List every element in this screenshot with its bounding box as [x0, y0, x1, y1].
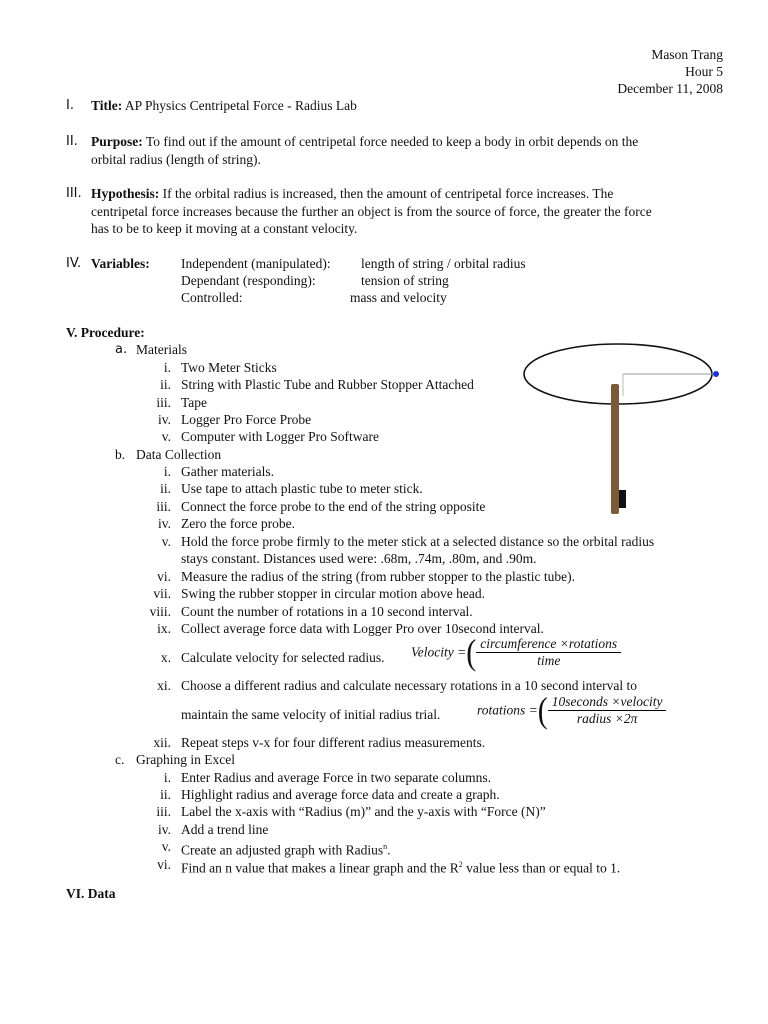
equation-label: rotations =: [477, 702, 538, 718]
list-number: xii.: [153, 735, 171, 750]
graph-step-text: Find an n value that makes a linear graph and the R: [181, 860, 459, 876]
list-number: v.: [161, 839, 171, 854]
list-number: iii.: [156, 395, 171, 410]
title-line: [91, 97, 357, 114]
step-item: Gather materials.: [181, 464, 274, 479]
material-item: String with Plastic Tube and Rubber Stopper Attached: [181, 377, 474, 392]
velocity-equation: [411, 632, 621, 672]
equation-label: Velocity =: [411, 644, 467, 660]
list-number: ii.: [160, 787, 171, 802]
rubber-stopper-icon: [713, 371, 719, 377]
list-number: v.: [161, 429, 171, 444]
list-number: iv.: [158, 412, 171, 427]
step-item: Hold the force probe firmly to the meter stick at a selected distance so the orbital radius: [181, 534, 655, 549]
step-item: Connect the force probe to the end of the string opposite: [181, 499, 486, 514]
step-item: Collect average force data with Logger Pro over 10second interval.: [181, 621, 544, 636]
purpose-line: [91, 133, 638, 150]
step-item: Repeat steps v-x for four different radius measurements.: [181, 735, 486, 750]
report-date: December 11, 2008: [617, 81, 723, 96]
list-number: iv.: [158, 822, 171, 837]
title-label: Title:: [91, 98, 123, 113]
meter-stick: [611, 384, 619, 514]
controlled-value: mass and velocity: [350, 290, 447, 305]
dependent-value: tension of string: [361, 273, 449, 288]
controlled-label: Controlled:: [181, 290, 243, 305]
fraction: [476, 636, 621, 669]
graph-step: [181, 856, 620, 877]
step-item-cont: stays constant. Distances used were: .68m, .74m, .80m, and .90m.: [181, 551, 537, 566]
list-number: x.: [160, 650, 171, 665]
subsection-letter: b.: [115, 447, 126, 462]
purpose-text-cont: orbital radius (length of string).: [91, 152, 261, 167]
data-heading: VI. Data: [66, 886, 116, 901]
denominator: time: [537, 653, 561, 668]
hypothesis-text: If the orbital radius is increased, then the amount of centripetal force increases. The: [162, 186, 614, 201]
class-hour: Hour 5: [685, 64, 723, 79]
list-number: i.: [163, 360, 171, 375]
material-item: Logger Pro Force Probe: [181, 412, 312, 427]
list-number: ii.: [160, 377, 171, 392]
rotations-equation: [477, 690, 666, 730]
step-item: Zero the force probe.: [181, 516, 295, 531]
step-item-cont: maintain the same velocity of initial radius trial.: [181, 707, 441, 722]
graph-step: Enter Radius and average Force in two separate columns.: [181, 770, 492, 785]
list-number: iii.: [156, 804, 171, 819]
apparatus-diagram: [518, 336, 723, 516]
step-item: Use tape to attach plastic tube to meter stick.: [181, 481, 423, 496]
graph-step-tail: .: [387, 842, 391, 858]
graph-step: Add a trend line: [181, 822, 269, 837]
graph-step: Highlight radius and average force data and create a graph.: [181, 787, 500, 802]
material-item: Two Meter Sticks: [181, 360, 277, 375]
section-number: III.: [66, 186, 82, 201]
hypothesis-text-cont: centripetal force increases because the further an object is from the source of force, the greater the force: [91, 204, 652, 219]
subsection-letter: c.: [115, 752, 125, 767]
list-number: vi.: [157, 569, 171, 584]
superscript: 2: [458, 860, 463, 869]
left-paren: (: [466, 632, 477, 672]
denominator: radius ×2π: [576, 711, 638, 726]
independent-label: Independent (manipulated):: [181, 256, 331, 271]
subsection-letter: a.: [115, 342, 128, 357]
graph-step-text: Create an adjusted graph with Radius: [181, 842, 384, 858]
variables-label: Variables:: [91, 256, 150, 271]
independent-value: length of string / orbital radius: [361, 256, 526, 271]
hypothesis-label: Hypothesis:: [91, 186, 160, 201]
section-number: I.: [66, 98, 74, 113]
fraction: [548, 694, 667, 727]
graph-step-tail: value less than or equal to 1.: [462, 860, 621, 876]
graphing-heading: Graphing in Excel: [136, 752, 235, 767]
material-item: Tape: [181, 395, 208, 410]
step-item: Choose a different radius and calculate necessary rotations in a 10 second interval to: [181, 678, 637, 693]
left-paren: (: [537, 690, 548, 730]
section-number: IV.: [66, 256, 82, 271]
numerator: 10seconds ×velocity: [548, 694, 667, 711]
dependent-label: Dependant (responding):: [181, 273, 316, 288]
list-number: xi.: [157, 678, 171, 693]
numerator: circumference ×rotations: [476, 636, 621, 653]
hypothesis-line: [91, 185, 613, 202]
list-number: viii.: [149, 604, 171, 619]
step-item: Count the number of rotations in a 10 second interval.: [181, 604, 473, 619]
procedure-heading: V. Procedure:: [66, 325, 145, 340]
purpose-label: Purpose:: [91, 134, 143, 149]
list-number: v.: [161, 534, 171, 549]
step-item: Swing the rubber stopper in circular motion above head.: [181, 586, 486, 601]
step-item: Calculate velocity for selected radius.: [181, 650, 385, 665]
purpose-text: To find out if the amount of centripetal force needed to keep a body in orbit depends on the: [145, 134, 639, 149]
list-number: ix.: [157, 621, 171, 636]
author-name: Mason Trang: [651, 47, 723, 62]
force-probe: [619, 490, 626, 508]
list-number: vi.: [157, 857, 171, 872]
material-item: Computer with Logger Pro Software: [181, 429, 379, 444]
list-number: i.: [163, 770, 171, 785]
list-number: ii.: [160, 481, 171, 496]
superscript: n: [383, 842, 388, 851]
hypothesis-text-cont: has to be to keep it moving at a constant velocity.: [91, 221, 358, 236]
list-number: i.: [163, 464, 171, 479]
graph-step: Label the x-axis with “Radius (m)” and the y-axis with “Force (N)”: [181, 804, 546, 819]
title-text: AP Physics Centripetal Force - Radius Lab: [124, 98, 357, 113]
section-number: II.: [66, 134, 78, 149]
step-item: Measure the radius of the string (from rubber stopper to the plastic tube).: [181, 569, 576, 584]
materials-heading: Materials: [136, 342, 187, 357]
data-collection-heading: Data Collection: [136, 447, 222, 462]
list-number: iii.: [156, 499, 171, 514]
list-number: vii.: [153, 586, 171, 601]
list-number: iv.: [158, 516, 171, 531]
